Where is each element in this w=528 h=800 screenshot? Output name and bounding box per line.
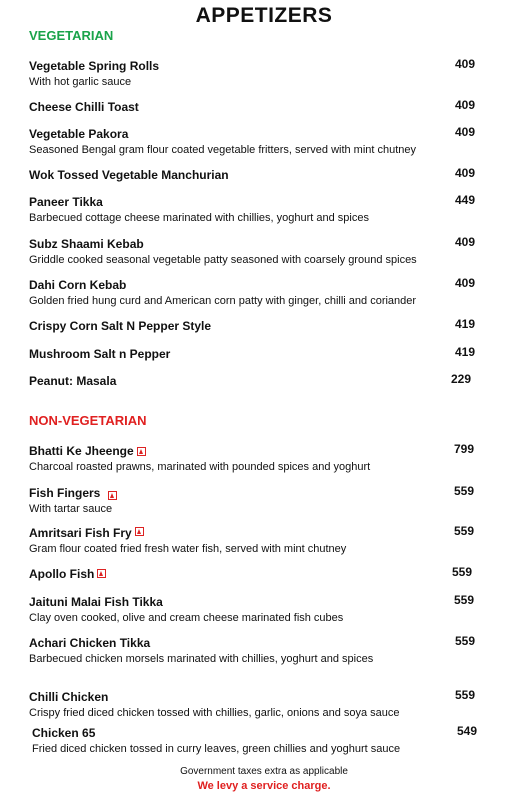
item-description: Crispy fried diced chicken tossed with chillies, garlic, onions and soya sauce [29,707,400,719]
tax-note: Government taxes extra as applicable [180,766,348,777]
item-description: Barbecued cottage cheese marinated with chillies, yoghurt and spices [29,212,369,224]
menu-item [29,317,499,335]
item-description: Fried diced chicken tossed in curry leaves, green chillies and yoghurt sauce [32,743,401,755]
item-description: With hot garlic sauce [29,76,132,88]
item-description: Clay oven cooked, olive and cream cheese marinated fish cubes [29,612,344,624]
item-price: 559 [454,593,475,607]
item-price: 409 [455,276,476,290]
menu-item [29,484,499,516]
item-price: 559 [454,484,475,498]
item-name: Chilli Chicken [29,690,109,704]
item-price: 419 [455,317,476,331]
item-price: 799 [454,442,475,456]
item-name: Achari Chicken Tikka [29,636,151,650]
item-name: Dahi Corn Kebab [29,278,127,292]
item-price: 549 [457,724,478,738]
item-name-text: Apollo Fish [29,567,95,581]
item-price: 409 [455,98,476,112]
item-price: 229 [451,372,472,386]
menu-item [29,345,499,363]
menu-item [29,372,499,390]
item-description: Golden fried hung curd and American corn patty with ginger, chilli and coriander [29,295,417,307]
item-name-text: Bhatti Ke Jheenge [29,444,134,458]
menu-item [29,565,499,583]
page-title: APPETIZERS [195,4,333,27]
item-price: 449 [455,193,476,207]
item-name [29,567,106,582]
item-price: 409 [455,125,476,139]
seafood-mark-icon [137,447,146,456]
service-charge-note: We levy a service charge. [197,780,331,792]
menu-item [29,276,499,308]
item-name [29,526,144,541]
item-name [29,444,146,459]
non-vegetarian-heading: NON-VEGETARIAN [29,413,147,428]
item-description: Barbecued chicken morsels marinated with chillies, yoghurt and spices [29,653,374,665]
menu-item [29,634,499,666]
item-name [29,486,117,501]
menu-item [29,98,499,116]
menu-item [32,724,502,756]
item-price: 559 [454,524,475,538]
item-name: Cheese Chilli Toast [29,100,139,114]
item-description: Charcoal roasted prawns, marinated with pounded spices and yoghurt [29,461,371,473]
seafood-mark-icon [108,491,117,500]
item-description: Gram flour coated fried fresh water fish, served with mint chutney [29,543,347,555]
item-name: Vegetable Spring Rolls [29,59,160,73]
item-name: Chicken 65 [32,726,96,740]
item-description: With tartar sauce [29,503,113,515]
item-price: 419 [455,345,476,359]
menu-item [29,166,499,184]
item-name: Vegetable Pakora [29,127,129,141]
item-price: 409 [455,166,476,180]
menu-item [29,193,499,225]
item-name-text: Amritsari Fish Fry [29,526,132,540]
item-description: Griddle cooked seasonal vegetable patty seasoned with coarsely ground spices [29,254,417,266]
item-name: Paneer Tikka [29,195,103,209]
item-price: 409 [455,235,476,249]
item-name-text: Fish Fingers [29,486,101,500]
menu-item [29,57,499,89]
seafood-mark-icon [97,569,106,578]
menu-item [29,125,499,157]
item-price: 409 [455,57,476,71]
seafood-mark-icon [135,527,144,536]
item-name: Mushroom Salt n Pepper [29,347,171,361]
vegetarian-heading: VEGETARIAN [29,28,114,43]
item-description: Seasoned Bengal gram flour coated vegetable fritters, served with mint chutney [29,144,417,156]
item-price: 559 [455,688,476,702]
item-name: Wok Tossed Vegetable Manchurian [29,168,229,182]
menu-item [29,688,499,720]
item-price: 559 [455,634,476,648]
item-name: Subz Shaami Kebab [29,237,144,251]
item-price: 559 [452,565,473,579]
menu-item [29,524,499,556]
menu-item [29,235,499,267]
item-name: Jaituni Malai Fish Tikka [29,595,163,609]
item-name: Crispy Corn Salt N Pepper Style [29,319,212,333]
menu-item [29,442,499,474]
item-name: Peanut: Masala [29,374,117,388]
menu-item [29,593,499,625]
